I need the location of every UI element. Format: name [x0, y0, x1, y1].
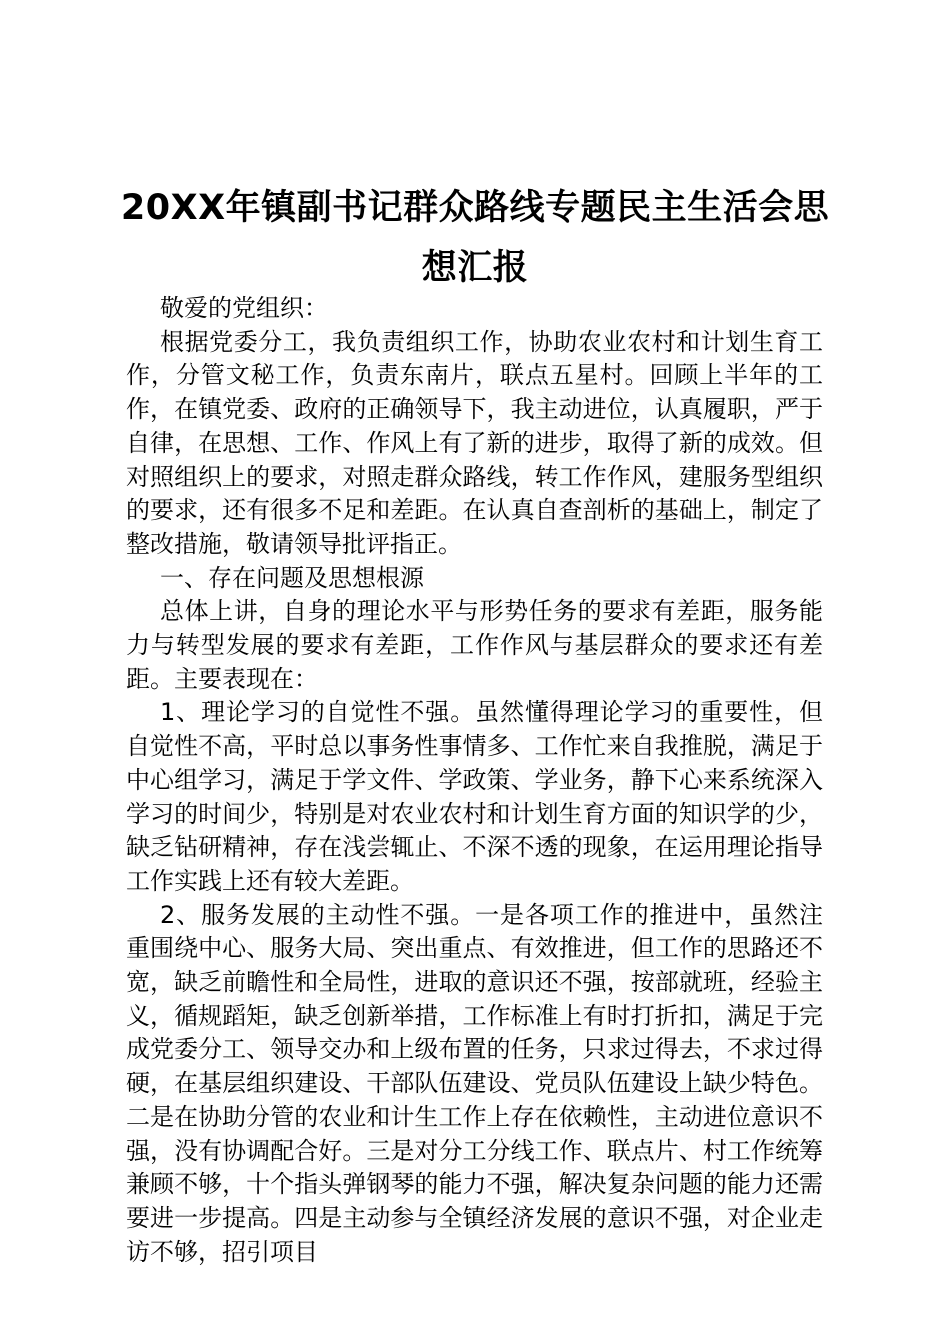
salutation: 敬爱的党组织： — [160, 294, 328, 322]
paragraph-intro: 根据党委分工，我负责组织工作，协助农业农村和计划生育工作，分管文秘工作，负责东南片，联点五星村。回顾上半年的工作，在镇党委、政府的正确领导下，我主动进位，认真履职，严于自律，在思想、工作、作风上有了新的进步，取得了新的成效。但对照组织上的要求，对照走群众路线，转工作作风，建服务型组织的要求，还有很多不足和差距。在认真自查剖析的基础上，制定了整改措施，敬请领导批评指正。 — [126, 327, 823, 558]
document-body — [126, 292, 823, 1269]
paragraph-item-1: 1、理论学习的自觉性不强。虽然懂得理论学习的重要性，但自觉性不高，平时总以事务性事情多、工作忙来自我推脱，满足于中心组学习，满足于学文件、学政策、学业务，静下心来系统深入学习的时间少，特别是对农业农村和计划生育方面的知识学的少，缺乏钻研精神，存在浅尝辄止、不深不透的现象，在运用理论指导工作实践上还有较大差距。 — [126, 698, 823, 895]
section-heading: 一、存在问题及思想根源 — [160, 563, 424, 592]
paragraph-overview: 总体上讲，自身的理论水平与形势任务的要求有差距，服务能力与转型发展的要求有差距，工作作风与基层群众的要求还有差距。主要表现在： — [126, 597, 823, 693]
paragraph-item-2: 2、服务发展的主动性不强。一是各项工作的推进中，虽然注重围绕中心、服务大局、突出重点、有效推进，但工作的思路还不宽，缺乏前瞻性和全局性，进取的意识还不强，按部就班，经验主义，循规蹈矩，缺乏创新举措，工作标准上有时打折扣，满足于完成党委分工、领导交办和上级布置的任务，只求过得去，不求过得硬，在基层组织建设、干部队伍建设、党员队伍建设上缺少特色。二是在协助分管的农业和计生工作上存在依赖性，主动进位意识不强，没有协调配合好。三是对分工分线工作、联点片、村工作统筹兼顾不够，十个指头弹钢琴的能力不强，解决复杂问题的能力还需要进一步提高。四是主动参与全镇经济发展的意识不强，对企业走访不够，招引项目 — [126, 900, 823, 1266]
document-title: 20XX年镇副书记群众路线专题民主生活会思想汇报 — [120, 188, 830, 288]
